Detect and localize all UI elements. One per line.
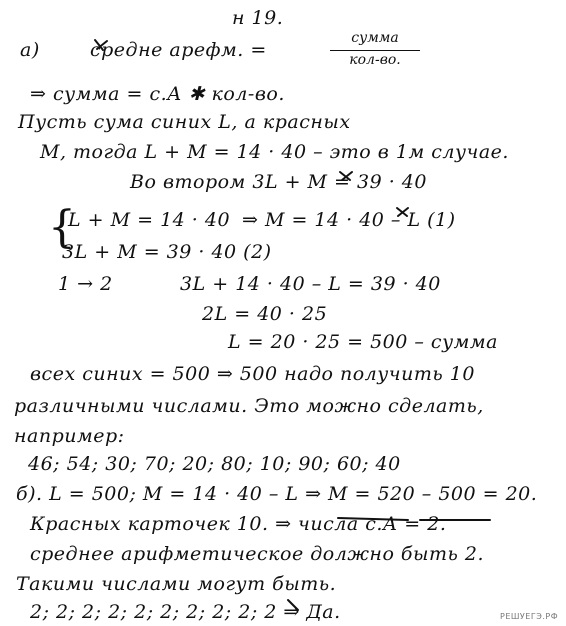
scribble-mark	[340, 172, 352, 180]
watermark: РЕШУЕГЭ.РФ	[500, 612, 559, 621]
conclusion-line-2: различными числами. Это можно сделать,	[14, 395, 484, 417]
part-b-line-1: б). L = 500; M = 14 · 40 – L ⇒ M = 520 – 500 = 20.	[16, 483, 538, 505]
system-eq1: L + M = 14 · 40	[68, 209, 231, 231]
scribble-mark	[397, 208, 408, 216]
strikethrough-numbers	[338, 518, 408, 520]
then-line: М, тогда L + M = 14 · 40 – это в 1м случае.	[40, 141, 509, 163]
substitution-step1: 3L + 14 · 40 – L = 39 · 40	[180, 273, 441, 295]
task-number: н 19.	[232, 7, 284, 29]
system-eq1-derived: ⇒ M = 14 · 40 – L (1)	[242, 209, 456, 231]
part-b-line-2: Красных карточек 10. ⇒ числа с.А = 2.	[30, 513, 447, 535]
sum-formula: ⇒ сумма = с.А ✱ кол-во.	[30, 83, 285, 105]
part-b-line-4: Такими числами могут быть.	[16, 573, 337, 595]
fraction-denominator: кол-во.	[349, 52, 401, 68]
mean-definition: средне арефм. =	[90, 39, 267, 61]
substitution-arrow: 1 → 2	[58, 273, 113, 295]
conclusion-line-1: всех синих = 500 ⇒ 500 надо получить 10	[30, 363, 475, 385]
substitution-step3: L = 20 · 25 = 500 – сумма	[228, 331, 498, 353]
second-case-line: Во втором 3L + M = 39 · 40	[130, 171, 427, 193]
example-numbers: 46; 54; 30; 70; 20; 80; 10; 90; 60; 40	[28, 453, 401, 475]
scribble-mark	[288, 600, 298, 610]
part-a-label: а)	[20, 39, 40, 61]
conclusion-line-3: например:	[14, 425, 125, 447]
let-line: Пусть сума синих L, а красных	[18, 111, 351, 133]
system-brace: {	[48, 202, 76, 253]
system-eq2: 3L + M = 39 · 40 (2)	[62, 241, 272, 263]
scribble-mark	[95, 40, 107, 50]
part-b-line-5: 2; 2; 2; 2; 2; 2; 2; 2; 2; 2 ⇒ Да.	[30, 601, 341, 623]
part-b-line-3: среднее арифметическое должно быть 2.	[30, 543, 485, 565]
substitution-step2: 2L = 40 · 25	[202, 303, 328, 325]
fraction-numerator: сумма	[351, 30, 399, 46]
